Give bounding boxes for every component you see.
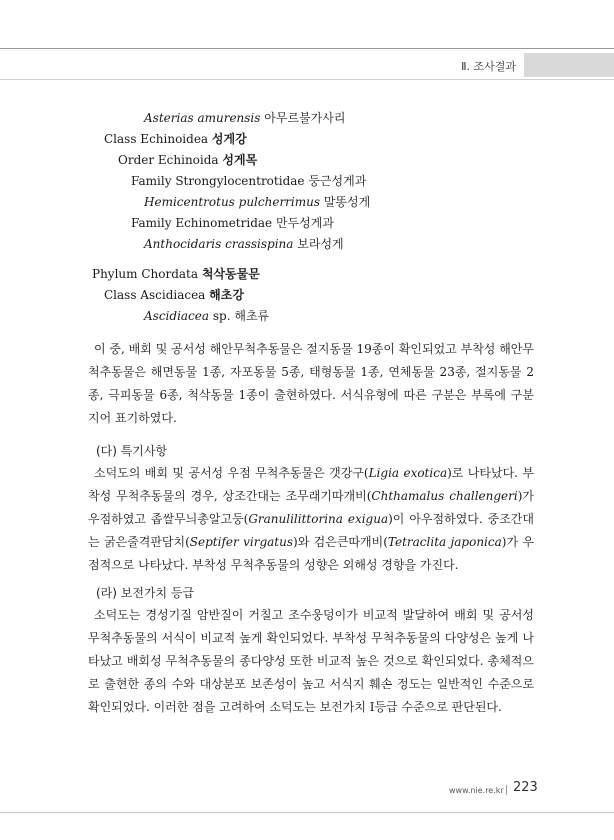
paragraph-summary: 이 중, 배회 및 공서성 해안무척추동물은 절지동물 19종이 확인되었고 부착성 해안무척추동물은 해면동물 1종, 자포동물 5종, 태형동물 1종, 연체동물 23종, 절지동물 2종, 극피동물 6종, 척삭동물 1종이 출현하였다. 서식유형에 따른 구분은 부록에 구분지어 표기하였다. — [88, 342, 534, 425]
text-run: 소덕도의 배회 및 공서성 우점 무척추동물은 갯강구( — [94, 466, 369, 480]
text-run: )로 나타났다. 부착성 무척추동물의 경우, 상조간대는 조무래기따개비( — [88, 466, 534, 503]
text-run: )와 검은큰따개비( — [293, 535, 388, 549]
taxon-rank-label: Phylum Chordata — [92, 267, 199, 281]
taxon-sci-name: Asterias amurensis — [144, 111, 261, 125]
section-heading-conservation: (라) 보전가치 등급 — [96, 586, 195, 600]
taxon-kor-name: 보라성게 — [297, 237, 344, 251]
taxon-kor-name: 둥근성게과 — [308, 174, 367, 188]
chapter-label: Ⅱ. 조사결과 — [461, 60, 516, 73]
taxon-rank-label: Family Echinometridae — [131, 216, 273, 230]
taxon-order-echinoida — [118, 152, 257, 168]
taxon-kor-name: 말똥성게 — [323, 195, 371, 209]
taxon-species-ascidiacea — [144, 308, 269, 324]
species-name: Ligia exotica — [368, 466, 448, 480]
taxon-sci-name: Anthocidaris crassispina — [144, 237, 294, 251]
taxon-kor-name: 만두성게과 — [275, 216, 334, 230]
taxon-kor-name: 성게목 — [222, 153, 258, 167]
page-number: 223 — [513, 780, 538, 795]
header-separator — [0, 79, 614, 80]
species-name: Septifer virgatus — [189, 535, 294, 549]
taxon-class-ascidiacea — [104, 287, 244, 303]
taxon-sci-name: Ascidiacea — [144, 309, 210, 323]
taxon-species-anthocidaris — [144, 236, 344, 252]
text-run: )가 우점적으로 나타났다. 부착성 무척추동물의 성향은 외해성 경향을 가진다. — [88, 535, 535, 572]
taxon-kor-name: 척삭동물문 — [201, 267, 260, 281]
text-run: )가 우점하였고 좁쌀무늬총알고둥( — [88, 489, 534, 526]
taxon-kor-name: 성게강 — [211, 132, 247, 146]
taxon-species-asterias — [144, 110, 345, 126]
taxon-rank-label: Family Strongylocentrotidae — [131, 174, 305, 188]
species-name: Granulilittorina exigua — [248, 512, 389, 526]
section-heading-notable: (다) 특기사항 — [96, 444, 168, 458]
top-rule — [0, 48, 614, 49]
taxon-kor-name: 해초류 — [234, 309, 270, 323]
taxon-sci-name: Hemicentrotus pulcherrimus — [144, 195, 321, 209]
species-name: Tetraclita japonica — [387, 535, 502, 549]
taxon-family-echinometridae — [131, 215, 334, 231]
taxon-rank-label: Class Echinoidea — [104, 132, 209, 146]
taxon-kor-name: 해초강 — [209, 288, 244, 302]
taxon-family-strongylocentrotidae — [131, 173, 366, 189]
text-run: )이 아우점하였다. 중조간대는 굵은줄격판담치( — [88, 512, 534, 549]
taxon-species-hemicentrotus — [144, 194, 370, 210]
taxon-phylum-chordata — [92, 266, 260, 282]
taxon-class-echinoidea — [104, 131, 247, 147]
paragraph-notable — [88, 462, 534, 577]
taxon-rank-label: Order Echinoida — [118, 153, 219, 167]
species-name: Chthamalus challengeri — [371, 489, 518, 503]
footer-divider — [506, 785, 507, 795]
bottom-rule — [0, 812, 614, 813]
chapter-tab — [524, 53, 614, 77]
taxon-suffix: sp. — [212, 309, 231, 323]
paragraph-conservation: 소덕도는 경성기질 암반질이 거칠고 조수웅덩이가 비교적 발달하여 배회 및 공서성 무척추동물의 서식이 비교적 높게 확인되었다. 부착성 무척추동물의 다양성은 높게 나타났고 배회성 무척추동물의 종다양성 또한 비교적 높은 것으로 확인되었다. 총체적으로 출현한 종의 수와 대상분포 보존성이 높고 서식지 훼손 정도는 일반적인 수준으로 확인되었다. 이러한 점을 고려하여 소덕도는 보전가치 Ⅰ등급 수준으로 판단된다. — [88, 608, 534, 714]
taxon-rank-label: Class Ascidiacea — [104, 288, 206, 302]
footer-url: www.nie.re.kr — [449, 786, 504, 795]
taxon-kor-name: 아무르불가사리 — [264, 111, 346, 125]
